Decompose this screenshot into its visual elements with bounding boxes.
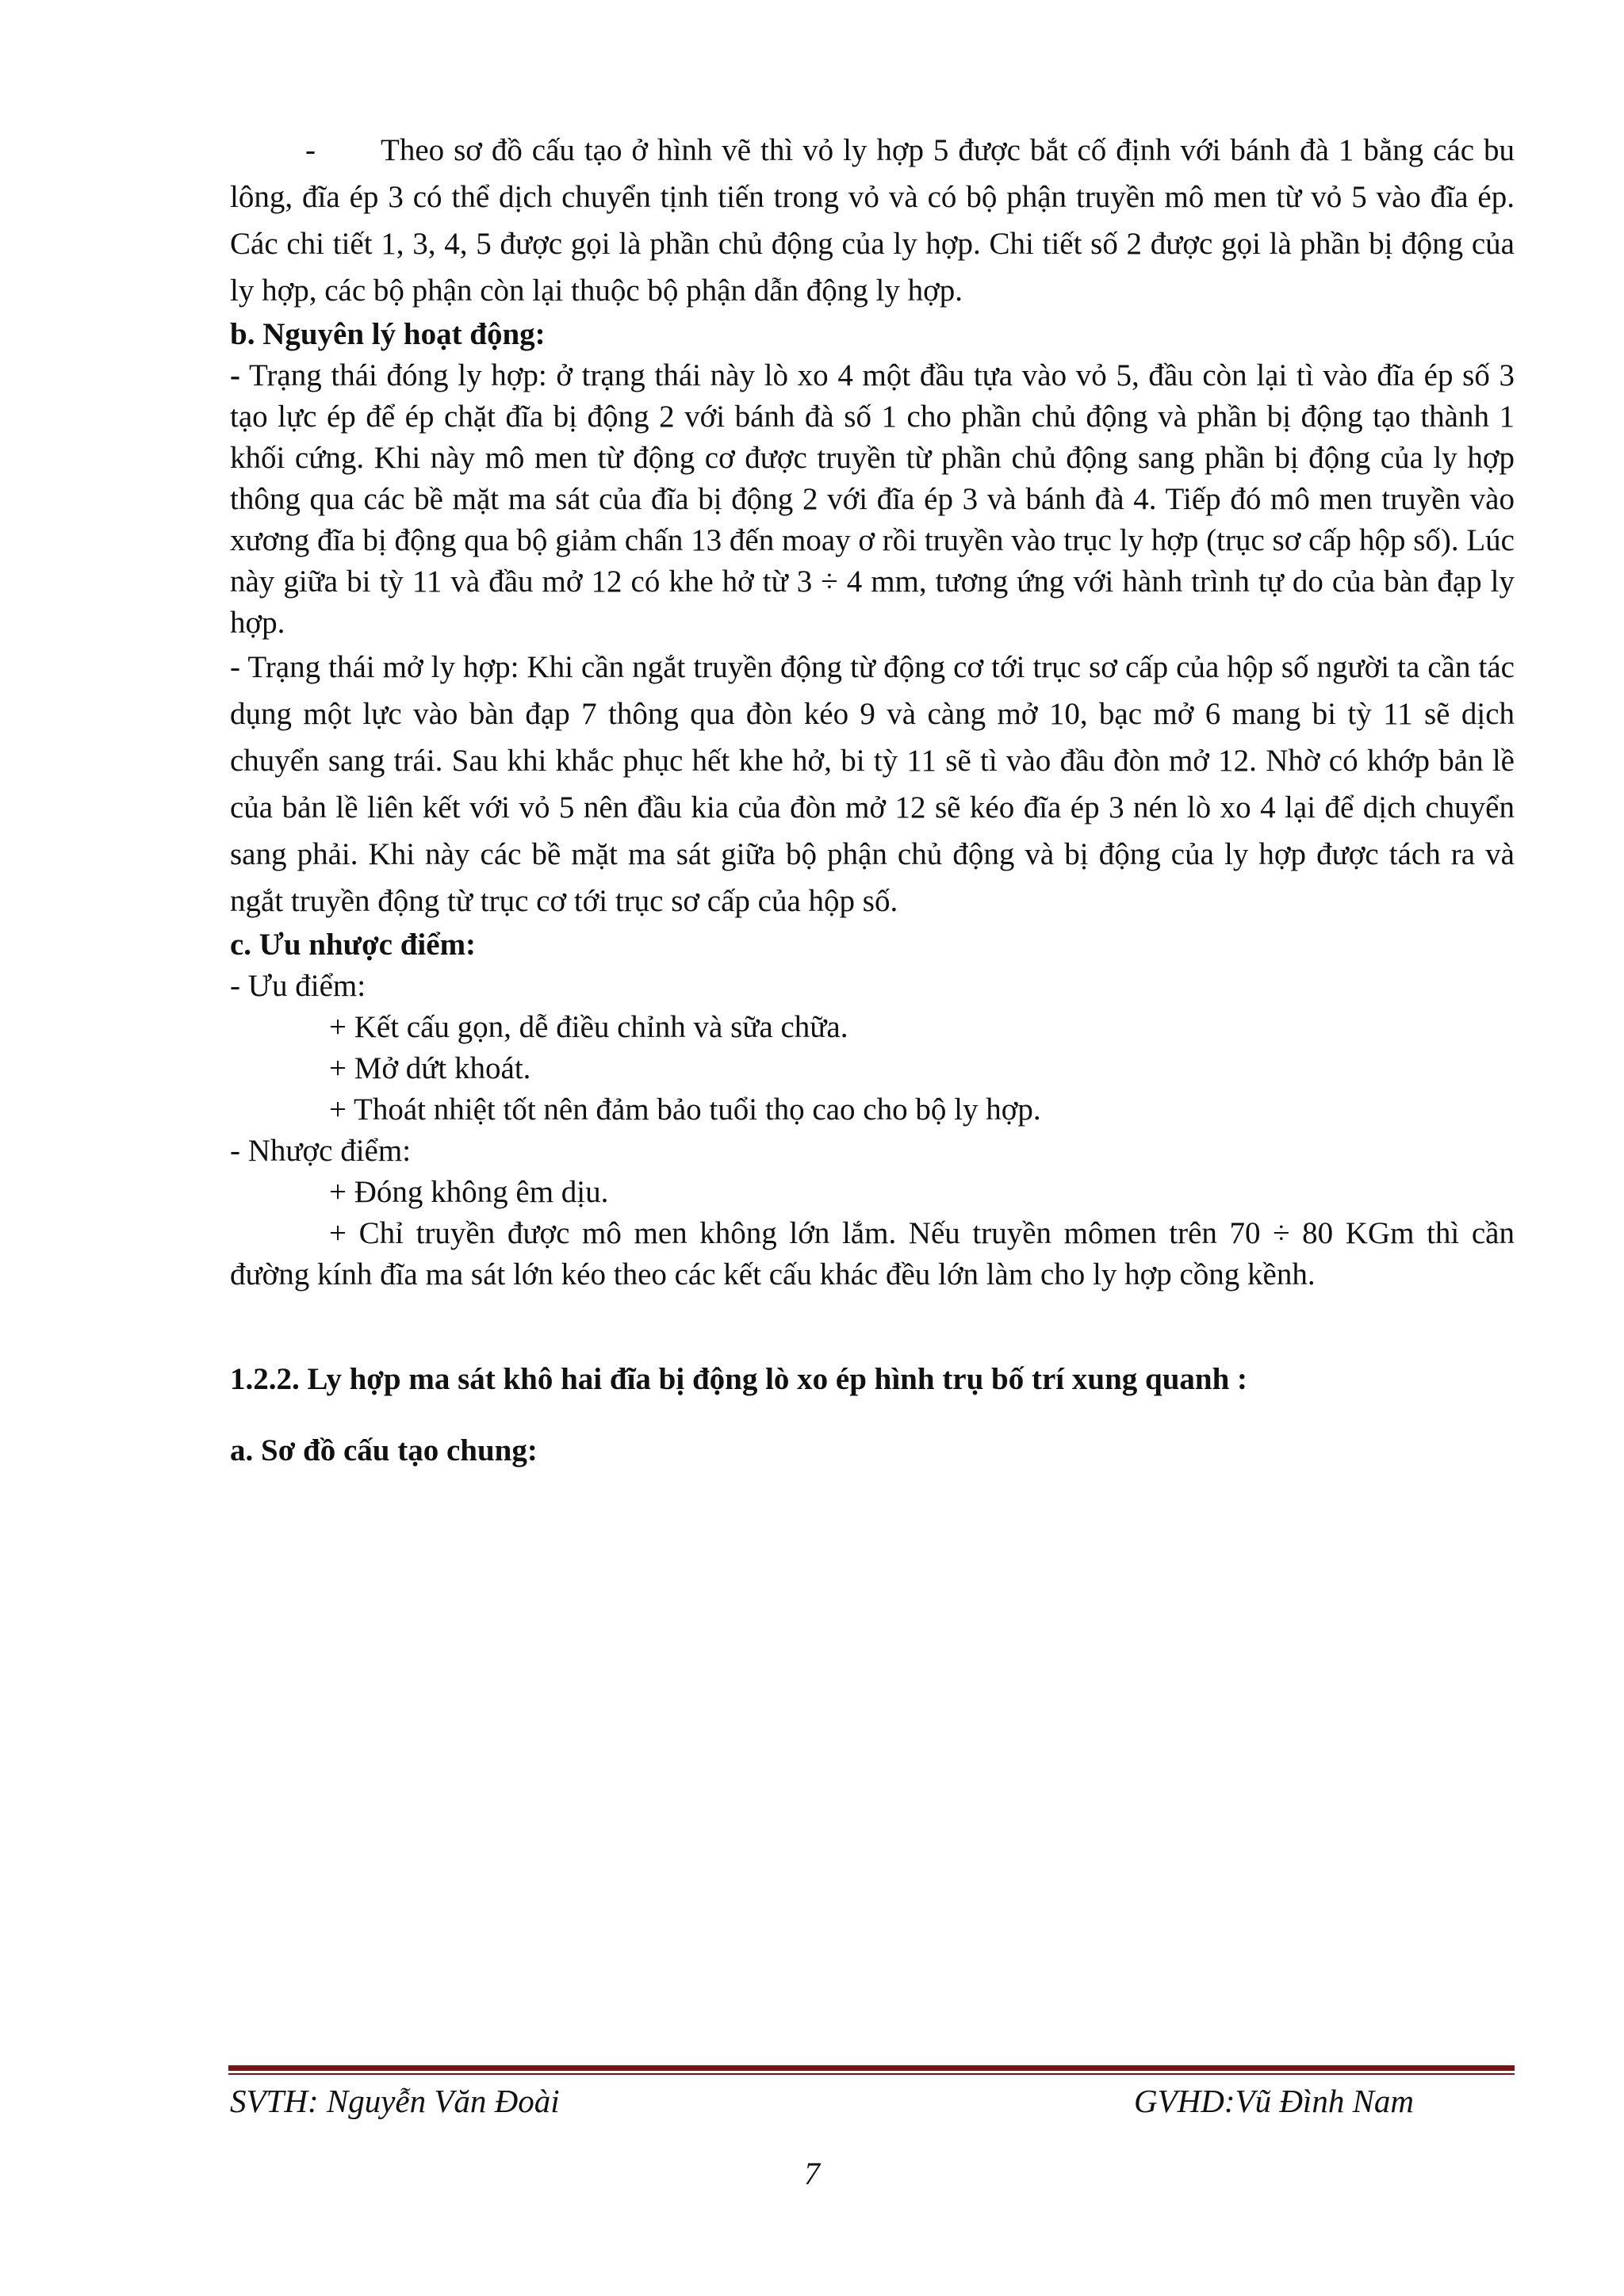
footer-student: SVTH: Nguyễn Văn Đoài [230,2083,560,2119]
spacer [230,1295,1515,1359]
footer-rule-thin [228,2073,1515,2075]
disadvantage-item: + Chỉ truyền được mô men không lớn lắm. Nếu truyền mômen trên 70 ÷ 80 KGm thì cần đường kính đĩa ma sát lớn kéo theo các kết cấu khác đều lớn làm cho ly hợp cồng kềnh. [230,1216,1515,1292]
paragraph-clutch-disengaged: - Trạng thái mở ly hợp: Khi cần ngắt truyền động từ động cơ tới trục sơ cấp của hộp số người ta cần tác dụng một lực vào bàn đạp 7 thông qua đòn kéo 9 và càng mở 10, bạc mở 6 mang bi tỳ 11 sẽ dịch chuyển sang trái. Sau khi khắc phục hết khe hở, bi tỳ 11 sẽ tì vào đầu đòn mở 12. Nhờ có khớp bản lề của bản lề liên kết với vỏ 5 nên đầu kia của đòn mở 12 sẽ kéo đĩa ép 3 nén lò xo 4 lại để dịch chuyển sang phải. Khi này các bề mặt ma sát giữa bộ phận chủ động và bị động của ly hợp được tách ra và ngắt truyền động từ trục cơ tới trục sơ cấp của hộp số. [230,650,1515,918]
disadvantages-title: - Nhược điểm: [230,1134,412,1168]
paragraph-structure-description [230,127,1515,314]
paragraph-clutch-engaged [230,355,1515,644]
advantages-title: - Ưu điểm: [230,969,366,1003]
paragraph-dash: - [230,358,240,392]
advantage-item: + Kết cấu gọn, dễ điều chỉnh và sữa chữa. [329,1010,848,1044]
page-number: 7 [804,2156,820,2191]
footer-rule [228,2065,1515,2076]
heading-operating-principle: b. Nguyên lý hoạt động: [230,317,546,351]
paragraph-text: Theo sơ đồ cấu tạo ở hình vẽ thì vỏ ly hợp 5 được bắt cố định với bánh đà 1 bằng các bu lông, đĩa ép 3 có thể dịch chuyển tịnh tiến trong vỏ và có bộ phận truyền mô men từ vỏ 5 vào đĩa ép. Các chi tiết 1, 3, 4, 5 được gọi là phần chủ động của ly hợp. Chi tiết số 2 được gọi là phần bị động của ly hợp, các bộ phận còn lại thuộc bộ phận dẫn động ly hợp. [230,133,1515,308]
advantage-item: + Thoát nhiệt tốt nên đảm bảo tuổi thọ cao cho bộ ly hợp. [329,1093,1041,1127]
footer-rule-thick [228,2065,1515,2071]
advantage-item: + Mở dứt khoát. [329,1051,531,1085]
footer-advisor: GVHD:Vũ Đình Nam [1134,2083,1415,2119]
paragraph-dash: - [305,133,316,167]
heading-pros-cons: c. Ưu nhược điểm: [230,928,477,962]
paragraph-text: Trạng thái đóng ly hợp: ở trạng thái này lò xo 4 một đầu tựa vào vỏ 5, đầu còn lại tì vào đĩa ép số 3 tạo lực ép để ép chặt đĩa bị động 2 với bánh đà số 1 cho phần chủ động và phần bị động tạo thành 1 khối cứng. Khi này mô men từ động cơ được truyền từ phần chủ động sang phần bị động của ly hợp thông qua các bề mặt ma sát của đĩa bị động 2 với đĩa ép 3 và bánh đà 4. Tiếp đó mô men truyền vào xương đĩa bị động qua bộ giảm chấn 13 đến moay ơ rồi truyền vào trục ly hợp (trục sơ cấp hộp số). Lúc này giữa bi tỳ 11 và đầu mở 12 có khe hở từ 3 ÷ 4 mm, tương ứng với hành trình tự do của bàn đạp ly hợp. [230,358,1515,640]
spacer [230,1400,1515,1430]
page-content [230,127,1515,1471]
sub-heading-structure: a. Sơ đồ cấu tạo chung: [230,1433,538,1468]
disadvantage-item: + Đóng không êm dịu. [329,1175,609,1209]
section-title: 1.2.2. Ly hợp ma sát khô hai đĩa bị động lò xo ép hình trụ bố trí xung quanh : [230,1362,1248,1396]
